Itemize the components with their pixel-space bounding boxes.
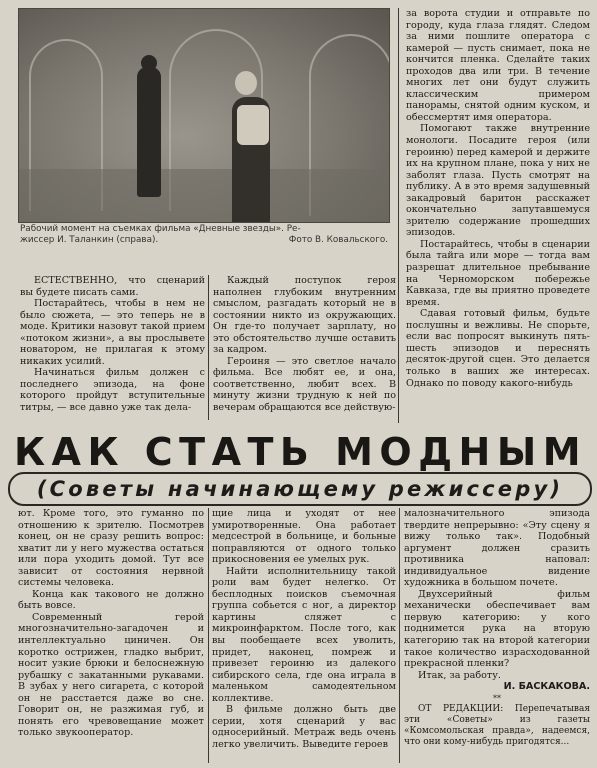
paragraph: Постарайтесь, чтобы в нем не было сюжета, — это теперь не в моде. Критики назовут такой прием «потоком жизни», а вы прослывете новатором, не прилагая к этому никаких усилий. bbox=[20, 298, 205, 367]
column-divider bbox=[398, 8, 399, 423]
paragraph: В фильме должно быть две серии, хотя сценарий у вас односерийный. Метраж ведь очень легко увеличить. Выведите героев bbox=[212, 704, 396, 750]
headline-title: КАК СТАТЬ МОДНЫМ bbox=[14, 430, 588, 474]
paragraph: Двухсерийный фильм механически обеспечивает вам первую категорию: у кого поднимется рука на вторую категорию так на второй категории такое количество израсходованной прекрасной пленки? bbox=[404, 588, 590, 670]
caption-line-1: Рабочий момент на съемках фильма «Дневные звезды». Ре- bbox=[20, 224, 301, 234]
column-divider bbox=[208, 508, 209, 763]
column-divider bbox=[399, 508, 400, 763]
headline-subtitle: (Советы начинающему режиссеру) bbox=[8, 472, 592, 506]
column-lower-middle bbox=[212, 508, 396, 750]
paragraph: за ворота студии и отправьте по городу, куда глаза глядят. Следом за ними пошлите оператора с камерой — пусть снимает, пока не кончится пленка. Сделайте таких проходов два или три. В течение многих лет они будут служить классическим примером панорамы, снятой одним куском, и обессмертят имя оператора. bbox=[406, 8, 590, 123]
paragraph: щие лица и уходят от нее умиротворенные. Она работает медсестрой в больнице, и больные поправляются от одного только прикосновения ее умелых рук. bbox=[212, 508, 396, 566]
column-upper-middle bbox=[213, 275, 396, 414]
paragraph: малозначительного эпизода твердите непрерывно: «Эту сцену я вижу только так». Подобный аргумент должен сразить противника наповал: индивидуальное видение художника в большом почете. bbox=[404, 508, 590, 589]
column-upper-left bbox=[20, 275, 205, 414]
paragraph: Современный герой многозначительно-загадочен и интеллектуально циничен. Он коротко острижен, гладко выбрит, носит узкие брюки и белоснежную рубашку с закатанными рукавами. В зубах у него сигарета, с которой он не расстается даже во сне. Говорит он, не разжимая губ, и понять его чревовещание может только звукооператор. bbox=[18, 611, 204, 739]
paragraph: ют. Кроме того, это гуманно по отношению к зрителю. Посмотрев конец, он не сразу решить вопрос: хватит ли у него мужества остаться или пора уходить домой. Тут все зависит от состояния нервной системы человека. bbox=[18, 508, 204, 589]
column-lower-left bbox=[18, 508, 204, 739]
paragraph: Найти исполнительницу такой роли вам будет нелегко. От бесплодных поисков съемочная группа собьется с ног, а директор картины сляжет с микроинфарктом. После того, как вы пообещаете всех уволить, придет, наконец, помреж и привезет героиню из далекого сибирского села, где она играла в маленьком самодеятельном коллективе. bbox=[212, 565, 396, 704]
photo-caption bbox=[20, 224, 388, 246]
column-divider bbox=[208, 275, 209, 420]
paragraph: Каждый поступок героя наполнен глубоким внутренним смыслом, разгадать который не в состоянии никто из окружающих. Он где-то получает зарплату, но это обстоятельство лучше оставить за кадром. bbox=[213, 275, 396, 356]
paragraph: ЕСТЕСТВЕННО, что сценарий вы будете писать сами. bbox=[20, 275, 205, 298]
paragraph: Конца как такового не должно быть вовсе. bbox=[18, 588, 204, 612]
separator-stars: ** bbox=[493, 693, 501, 703]
caption-director: жиссер И. Таланкин (справа). bbox=[20, 235, 159, 245]
column-lower-right bbox=[404, 508, 590, 747]
paragraph: Героиня — это светлое начало фильма. Все любят ее, и она, соответственно, любит всех. В минуту жизни трудную к ней по вечерам обращаются все действую- bbox=[213, 355, 396, 414]
caption-photo-credit: Фото В. Ковальского. bbox=[288, 235, 388, 245]
paragraph: Постарайтесь, чтобы в сценарии была тайга или море — тогда вам разрешат длительное пребывание на Черноморском побережье Кавказа, где вы приятно проведете время. bbox=[406, 238, 590, 308]
paragraph: Итак, за работу. bbox=[418, 669, 501, 681]
author-signature: И. БАСКАКОВА. bbox=[503, 681, 590, 693]
paragraph: Сдавая готовый фильм, будьте послушны и вежливы. Не спорьте, если вас попросят выкинуть пять-шесть эпизодов и переснять десяток-другой сцен. Это делается только в ваших же интересах. Однако по поводу какого-нибудь bbox=[406, 308, 590, 389]
column-top-right bbox=[406, 8, 590, 389]
paragraph: Начинаться фильм должен с последнего эпизода, на фоне которого пройдут вступительные титры, — все давно уже так дела- bbox=[20, 367, 205, 414]
paragraph: Помогают также внутренние монологи. Посадите героя (или героиню) перед камерой и держите их на крупном плане, пока у них не заболят глаза. Пусть смотрят на публику. А в это время задушевный закадровый баритон расскажет окончательно запутавшемуся зрителю содержание прошедших эпизодов. bbox=[406, 123, 590, 239]
film-set-photo bbox=[18, 8, 390, 223]
editor-note: ОТ РЕДАКЦИИ: Перепечатывая эти «Советы» из газеты «Комсомольская правда», надеемся, что они кому-нибудь пригодятся... bbox=[404, 704, 590, 747]
